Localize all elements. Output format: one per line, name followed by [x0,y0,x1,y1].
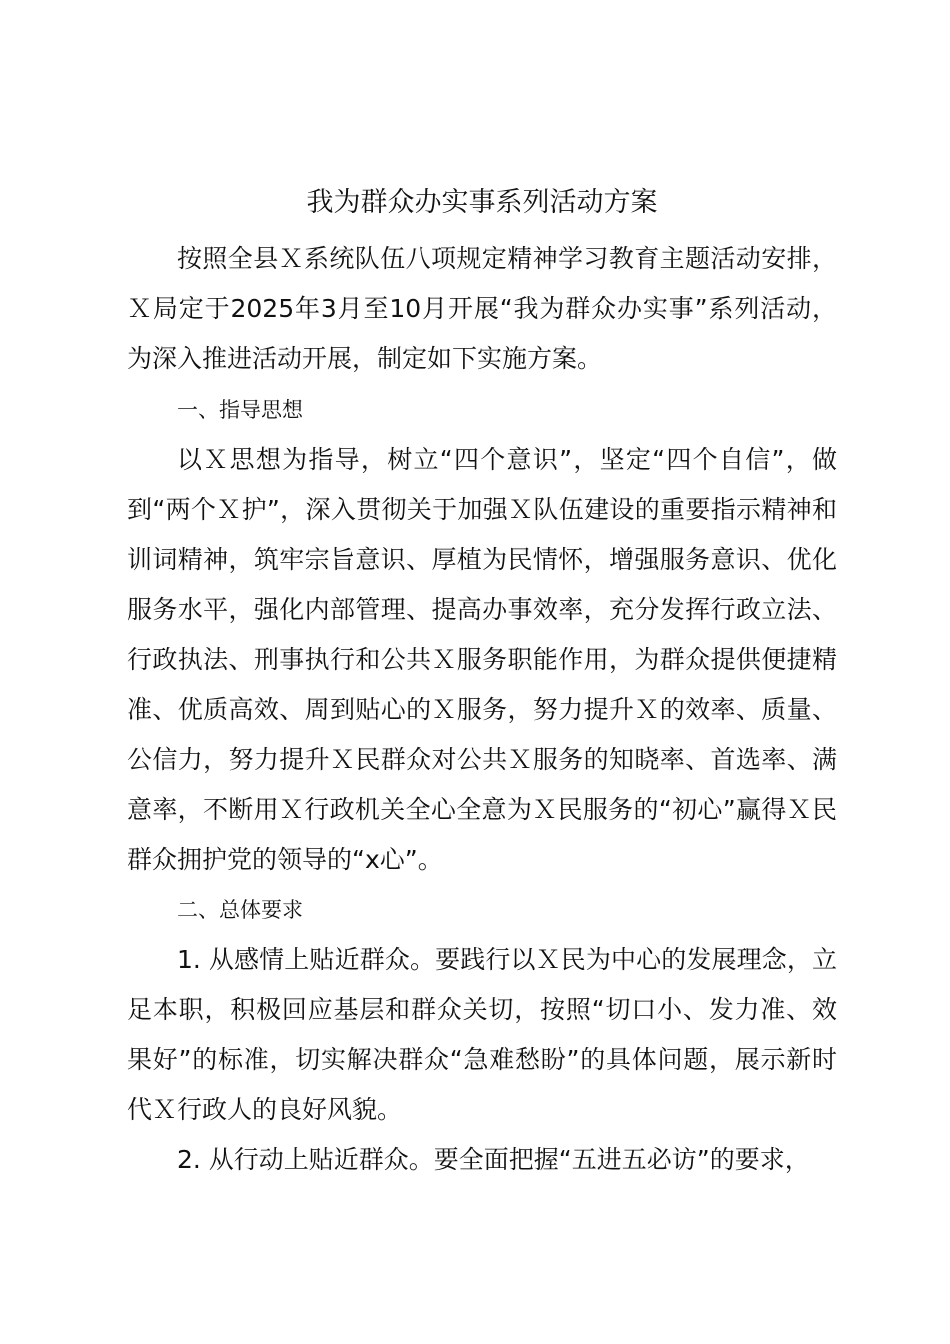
requirement-item-2: 2. 从行动上贴近群众。要全面把握“五进五必访”的要求， [177,1145,810,1174]
section-heading-guiding-thought: 一、指导思想 [177,398,303,422]
requirement-item-1: 1. 从感情上贴近群众。要践行以Ｘ民为中心的发展理念，立足本职，积极回应基层和群众关切，按照“切口小、发力准、效果好”的标准，切实解决群众“急难愁盼”的具体问题，展示新时代Ｘ行政人的良好风貌。 [127,945,837,1124]
document-title: 我为群众办实事系列活动方案 [306,187,658,218]
guiding-thought-paragraph: 以Ｘ思想为指导，树立“四个意识”，坚定“四个自信”，做到“两个Ｘ护”，深入贯彻关于加强Ｘ队伍建设的重要指示精神和训词精神，筑牢宗旨意识、厚植为民情怀，增强服务意识、优化服务水平，强化内部管理、提高办事效率，充分发挥行政立法、行政执法、刑事执行和公共Ｘ服务职能作用，为群众提供便捷精准、优质高效、周到贴心的Ｘ服务，努力提升Ｘ的效率、质量、公信力，努力提升Ｘ民群众对公共Ｘ服务的知晓率、首选率、满意率，不断用Ｘ行政机关全心全意为Ｘ民服务的“初心”赢得Ｘ民群众拥护党的领导的“x心”。 [127,445,837,874]
intro-paragraph: 按照全县Ｘ系统队伍八项规定精神学习教育主题活动安排，Ｘ局定于2025年3月至10月开展“我为群众办实事”系列活动，为深入推进活动开展，制定如下实施方案。 [127,244,837,373]
section-heading-general-requirements: 二、总体要求 [177,898,303,922]
document-content [127,183,837,1185]
